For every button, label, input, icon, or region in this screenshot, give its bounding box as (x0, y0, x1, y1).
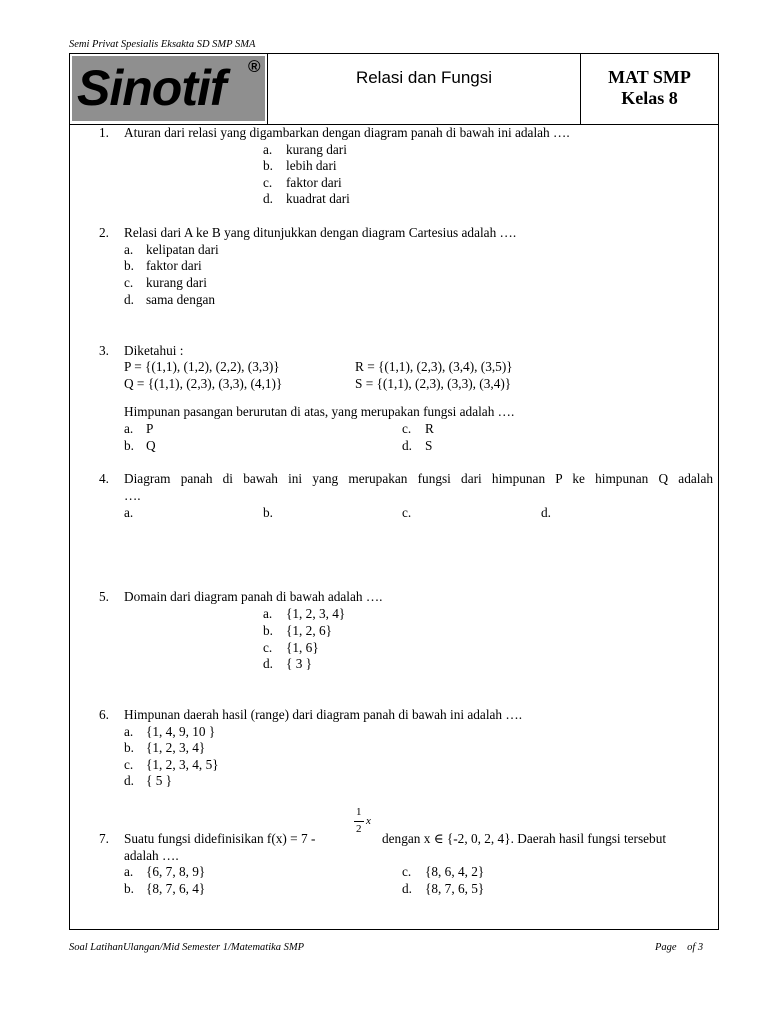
q7-opt-a: {6, 7, 8, 9} (146, 864, 206, 879)
q6-opt-b-letter: b. (124, 740, 134, 755)
worksheet-frame (69, 53, 719, 930)
q1-number: 1. (99, 125, 109, 140)
q3-opt-a-letter: a. (124, 421, 134, 436)
q6-number: 6. (99, 707, 109, 722)
q6-opt-d: { 5 } (146, 773, 173, 788)
footer-page: Page of 3 (655, 942, 704, 953)
q1-opt-c-letter: c. (263, 175, 273, 190)
q5-opt-d-letter: d. (263, 656, 273, 671)
logo (72, 56, 265, 121)
header-tagline: Semi Privat Spesialis Eksakta SD SMP SMA (69, 39, 256, 50)
q4-opt-c-letter: c. (402, 505, 412, 520)
q2-opt-b-letter: b. (124, 258, 134, 273)
q1-text: Aturan dari relasi yang digambarkan dengan diagram panah di bawah ini adalah …. (124, 125, 570, 140)
logo-box (70, 54, 268, 124)
q1-opt-b-letter: b. (263, 158, 273, 173)
q3-set-p: P = {(1,1), (1,2), (2,2), (3,3)} (124, 359, 280, 374)
q2-opt-a-letter: a. (124, 242, 134, 257)
q6-text: Himpunan daerah hasil (range) dari diagram panah di bawah ini adalah …. (124, 707, 523, 722)
q7-opt-c: {8, 6, 4, 2} (425, 864, 485, 879)
page-title: Relasi dan Fungsi (268, 54, 581, 124)
q1-opt-a-letter: a. (263, 142, 273, 157)
q6-opt-c: {1, 2, 3, 4, 5} (146, 757, 219, 772)
q7-frac-bar (354, 821, 364, 822)
q3-opt-a: P (146, 421, 154, 436)
q1-opt-a: kurang dari (286, 142, 347, 157)
q7-text-b: dengan x ∈ {-2, 0, 2, 4}. Daerah hasil fungsi tersebut (382, 831, 667, 846)
q7-frac-num: 1 (356, 806, 362, 818)
q3-set-r: R = {(1,1), (2,3), (3,4), (3,5)} (355, 359, 513, 374)
q5-opt-d: { 3 } (286, 656, 313, 671)
q6-opt-c-letter: c. (124, 757, 134, 772)
q3-set-q: Q = {(1,1), (2,3), (3,3), (4,1)} (124, 376, 283, 391)
subject-line2: Kelas 8 (621, 88, 678, 108)
registered-icon: ® (248, 57, 261, 76)
footer-left: Soal LatihanUlangan/Mid Semester 1/Matematika SMP (69, 942, 305, 953)
q3-opt-c-letter: c. (402, 421, 412, 436)
q5-opt-a-letter: a. (263, 606, 273, 621)
q3-set-s: S = {(1,1), (2,3), (3,3), (3,4)} (355, 376, 512, 391)
q2-opt-a: kelipatan dari (146, 242, 219, 257)
q2-number: 2. (99, 225, 109, 240)
q6-opt-a: {1, 4, 9, 10 } (146, 724, 216, 739)
q4-opt-d-letter: d. (541, 505, 551, 520)
q7-opt-b: {8, 7, 6, 4} (146, 881, 206, 896)
q3-opt-b-letter: b. (124, 438, 134, 453)
q7-opt-a-letter: a. (124, 864, 134, 879)
q7-opt-d-letter: d. (402, 881, 412, 896)
subject-line1: MAT SMP (608, 67, 691, 87)
q4-text-line1: Diagram panah di bawah ini yang merupakan fungsi dari himpunan P ke himpunan Q adalah (124, 471, 713, 486)
subject-box (581, 54, 718, 124)
q5-opt-c: {1, 6} (286, 640, 319, 655)
q1-opt-d: kuadrat dari (286, 191, 350, 206)
q7-frac-var: x (366, 815, 371, 827)
q4-opt-a-letter: a. (124, 505, 134, 520)
q5-opt-b-letter: b. (263, 623, 273, 638)
q1-opt-d-letter: d. (263, 191, 273, 206)
q7-number: 7. (99, 831, 109, 846)
q7-opt-c-letter: c. (402, 864, 412, 879)
q4-number: 4. (99, 471, 109, 486)
q3-number: 3. (99, 343, 109, 358)
q2-opt-d: sama dengan (146, 292, 216, 307)
q6-opt-b: {1, 2, 3, 4} (146, 740, 206, 755)
q2-opt-b: faktor dari (146, 258, 202, 273)
logo-text: Sinotif (77, 60, 226, 116)
q2-text: Relasi dari A ke B yang ditunjukkan dengan diagram Cartesius adalah …. (124, 225, 517, 240)
q3-opt-d-letter: d. (402, 438, 412, 453)
q5-number: 5. (99, 589, 109, 604)
q7-opt-b-letter: b. (124, 881, 134, 896)
q3-opt-c: R (425, 421, 434, 436)
q5-opt-a: {1, 2, 3, 4} (286, 606, 346, 621)
worksheet-header (70, 54, 718, 125)
q3-opt-b: Q (146, 438, 156, 453)
q1-opt-b: lebih dari (286, 158, 337, 173)
q7-opt-d: {8, 7, 6, 5} (425, 881, 485, 896)
q1-opt-c: faktor dari (286, 175, 342, 190)
q3-opt-d: S (425, 438, 433, 453)
q4-text-line2: …. (124, 488, 141, 503)
q3-intro: Diketahui : (124, 343, 184, 358)
q5-text: Domain dari diagram panah di bawah adalah …. (124, 589, 383, 604)
q7-text-a: Suatu fungsi didefinisikan f(x) = 7 - (124, 831, 316, 846)
q6-opt-a-letter: a. (124, 724, 134, 739)
q7-text-line2: adalah …. (124, 848, 179, 863)
q4-opt-b-letter: b. (263, 505, 273, 520)
q2-opt-c: kurang dari (146, 275, 207, 290)
q7-frac-den: 2 (356, 823, 362, 835)
q2-opt-c-letter: c. (124, 275, 134, 290)
q5-opt-b: {1, 2, 6} (286, 623, 333, 638)
q3-question: Himpunan pasangan berurutan di atas, yang merupakan fungsi adalah …. (124, 404, 515, 419)
q6-opt-d-letter: d. (124, 773, 134, 788)
q5-opt-c-letter: c. (263, 640, 273, 655)
q2-opt-d-letter: d. (124, 292, 134, 307)
